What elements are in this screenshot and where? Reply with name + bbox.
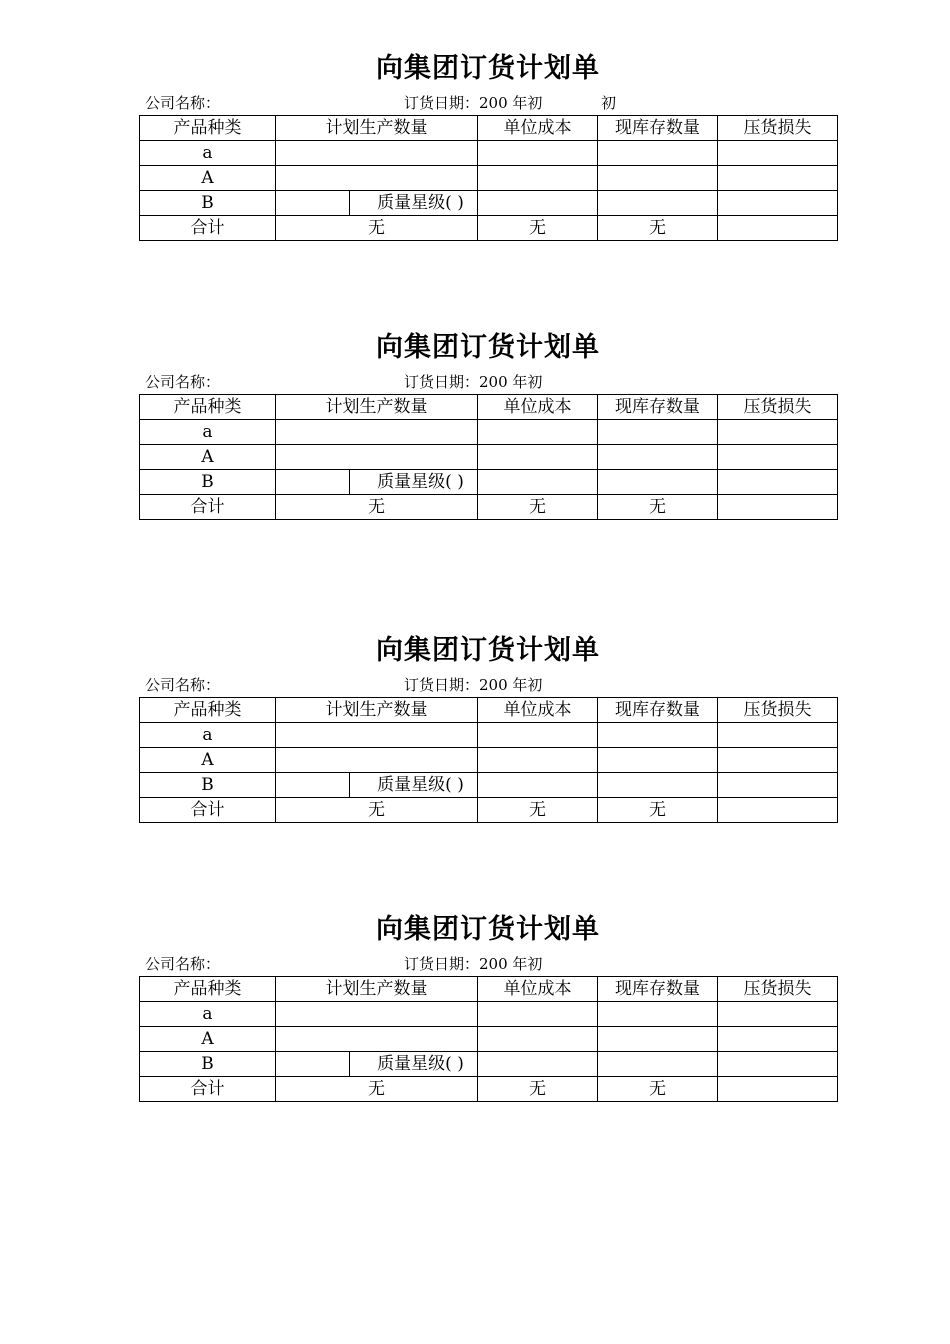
planned-quantity-cell[interactable] <box>276 1027 478 1052</box>
form-title: 向集团订货计划单 <box>376 914 600 945</box>
planned-quantity-cell[interactable] <box>276 1052 350 1077</box>
order-date-label: 订货日期：200 年初 <box>404 676 543 694</box>
product-label: a <box>140 1002 276 1027</box>
form-title: 向集团订货计划单 <box>376 635 600 666</box>
stock-quantity-cell[interactable] <box>598 470 718 495</box>
table-row <box>140 191 838 216</box>
total-loss-cell[interactable] <box>718 1077 838 1102</box>
total-stock-none: 无 <box>598 495 718 520</box>
product-label: a <box>140 420 276 445</box>
header-unit-cost: 单位成本 <box>478 395 598 420</box>
total-label: 合计 <box>140 495 276 520</box>
header-product-type: 产品种类 <box>140 395 276 420</box>
planned-quantity-cell[interactable] <box>276 470 350 495</box>
product-label: A <box>140 166 276 191</box>
planned-quantity-cell[interactable] <box>276 773 350 798</box>
table-header-row <box>140 698 838 723</box>
stock-quantity-cell[interactable] <box>598 723 718 748</box>
overstock-loss-cell[interactable] <box>718 1027 838 1052</box>
planned-quantity-cell[interactable] <box>276 166 478 191</box>
planned-quantity-cell[interactable] <box>276 748 478 773</box>
stock-quantity-cell[interactable] <box>598 141 718 166</box>
stock-quantity-cell[interactable] <box>598 191 718 216</box>
planned-quantity-cell[interactable] <box>276 723 478 748</box>
order-date-label: 订货日期：200 年初 <box>404 94 543 112</box>
table-total-row <box>140 216 838 241</box>
overstock-loss-cell[interactable] <box>718 191 838 216</box>
total-loss-cell[interactable] <box>718 798 838 823</box>
total-loss-cell[interactable] <box>718 495 838 520</box>
table-row <box>140 723 838 748</box>
stock-quantity-cell[interactable] <box>598 166 718 191</box>
total-stock-none: 无 <box>598 798 718 823</box>
product-label: a <box>140 141 276 166</box>
table-total-row <box>140 798 838 823</box>
table-row <box>140 420 838 445</box>
total-label: 合计 <box>140 798 276 823</box>
header-stock-quantity: 现库存数量 <box>598 977 718 1002</box>
product-label: A <box>140 1027 276 1052</box>
total-unit-cost-none: 无 <box>478 216 598 241</box>
planned-quantity-cell[interactable] <box>276 191 350 216</box>
table-row <box>140 1002 838 1027</box>
header-unit-cost: 单位成本 <box>478 977 598 1002</box>
overstock-loss-cell[interactable] <box>718 773 838 798</box>
header-planned-quantity: 计划生产数量 <box>276 698 478 723</box>
total-planned-none: 无 <box>276 495 478 520</box>
unit-cost-cell[interactable] <box>478 773 598 798</box>
header-unit-cost: 单位成本 <box>478 698 598 723</box>
table-row <box>140 1052 838 1077</box>
quality-rating-cell: 质量星级( ) <box>350 470 478 495</box>
total-planned-none: 无 <box>276 216 478 241</box>
table-row <box>140 445 838 470</box>
stock-quantity-cell[interactable] <box>598 420 718 445</box>
table-total-row <box>140 1077 838 1102</box>
unit-cost-cell[interactable] <box>478 1052 598 1077</box>
total-planned-none: 无 <box>276 798 478 823</box>
order-plan-table <box>139 976 838 1102</box>
table-row <box>140 748 838 773</box>
quality-rating-cell: 质量星级( ) <box>350 773 478 798</box>
overstock-loss-cell[interactable] <box>718 1002 838 1027</box>
product-label: A <box>140 748 276 773</box>
header-overstock-loss: 压货损失 <box>718 395 838 420</box>
planned-quantity-cell[interactable] <box>276 1002 478 1027</box>
total-unit-cost-none: 无 <box>478 798 598 823</box>
company-name-label: 公司名称： <box>145 955 221 973</box>
overstock-loss-cell[interactable] <box>718 420 838 445</box>
planned-quantity-cell[interactable] <box>276 141 478 166</box>
table-header-row <box>140 395 838 420</box>
quality-rating-cell: 质量星级( ) <box>350 1052 478 1077</box>
overstock-loss-cell[interactable] <box>718 166 838 191</box>
company-name-label: 公司名称： <box>145 676 221 694</box>
product-label: B <box>140 470 276 495</box>
overstock-loss-cell[interactable] <box>718 1052 838 1077</box>
table-row <box>140 166 838 191</box>
order-plan-table <box>139 697 838 823</box>
table-row <box>140 1027 838 1052</box>
table-total-row <box>140 495 838 520</box>
unit-cost-cell[interactable] <box>478 141 598 166</box>
order-date-extra: 初 <box>601 94 617 112</box>
overstock-loss-cell[interactable] <box>718 141 838 166</box>
header-overstock-loss: 压货损失 <box>718 698 838 723</box>
stock-quantity-cell[interactable] <box>598 1052 718 1077</box>
stock-quantity-cell[interactable] <box>598 773 718 798</box>
unit-cost-cell[interactable] <box>478 1027 598 1052</box>
unit-cost-cell[interactable] <box>478 420 598 445</box>
unit-cost-cell[interactable] <box>478 166 598 191</box>
stock-quantity-cell[interactable] <box>598 1027 718 1052</box>
unit-cost-cell[interactable] <box>478 191 598 216</box>
unit-cost-cell[interactable] <box>478 748 598 773</box>
product-label: A <box>140 445 276 470</box>
header-product-type: 产品种类 <box>140 977 276 1002</box>
quality-rating-cell: 质量星级( ) <box>350 191 478 216</box>
form-title: 向集团订货计划单 <box>376 332 600 363</box>
total-label: 合计 <box>140 1077 276 1102</box>
table-header-row <box>140 977 838 1002</box>
header-stock-quantity: 现库存数量 <box>598 698 718 723</box>
form-title: 向集团订货计划单 <box>376 53 600 84</box>
unit-cost-cell[interactable] <box>478 723 598 748</box>
total-stock-none: 无 <box>598 216 718 241</box>
product-label: a <box>140 723 276 748</box>
overstock-loss-cell[interactable] <box>718 723 838 748</box>
stock-quantity-cell[interactable] <box>598 445 718 470</box>
order-date-label: 订货日期：200 年初 <box>404 373 543 391</box>
unit-cost-cell[interactable] <box>478 470 598 495</box>
header-unit-cost: 单位成本 <box>478 116 598 141</box>
table-row <box>140 773 838 798</box>
company-name-label: 公司名称： <box>145 373 221 391</box>
header-overstock-loss: 压货损失 <box>718 977 838 1002</box>
order-plan-table <box>139 394 838 520</box>
total-unit-cost-none: 无 <box>478 1077 598 1102</box>
total-planned-none: 无 <box>276 1077 478 1102</box>
header-stock-quantity: 现库存数量 <box>598 116 718 141</box>
header-product-type: 产品种类 <box>140 116 276 141</box>
unit-cost-cell[interactable] <box>478 445 598 470</box>
table-row <box>140 141 838 166</box>
company-name-label: 公司名称： <box>145 94 221 112</box>
header-stock-quantity: 现库存数量 <box>598 395 718 420</box>
header-planned-quantity: 计划生产数量 <box>276 977 478 1002</box>
table-header-row <box>140 116 838 141</box>
header-product-type: 产品种类 <box>140 698 276 723</box>
product-label: B <box>140 1052 276 1077</box>
product-label: B <box>140 191 276 216</box>
order-date-label: 订货日期：200 年初 <box>404 955 543 973</box>
total-stock-none: 无 <box>598 1077 718 1102</box>
total-loss-cell[interactable] <box>718 216 838 241</box>
order-plan-table <box>139 115 838 241</box>
overstock-loss-cell[interactable] <box>718 445 838 470</box>
total-label: 合计 <box>140 216 276 241</box>
header-overstock-loss: 压货损失 <box>718 116 838 141</box>
planned-quantity-cell[interactable] <box>276 420 478 445</box>
stock-quantity-cell[interactable] <box>598 748 718 773</box>
product-label: B <box>140 773 276 798</box>
unit-cost-cell[interactable] <box>478 1002 598 1027</box>
header-planned-quantity: 计划生产数量 <box>276 395 478 420</box>
header-planned-quantity: 计划生产数量 <box>276 116 478 141</box>
overstock-loss-cell[interactable] <box>718 470 838 495</box>
table-row <box>140 470 838 495</box>
stock-quantity-cell[interactable] <box>598 1002 718 1027</box>
total-unit-cost-none: 无 <box>478 495 598 520</box>
overstock-loss-cell[interactable] <box>718 748 838 773</box>
planned-quantity-cell[interactable] <box>276 445 478 470</box>
